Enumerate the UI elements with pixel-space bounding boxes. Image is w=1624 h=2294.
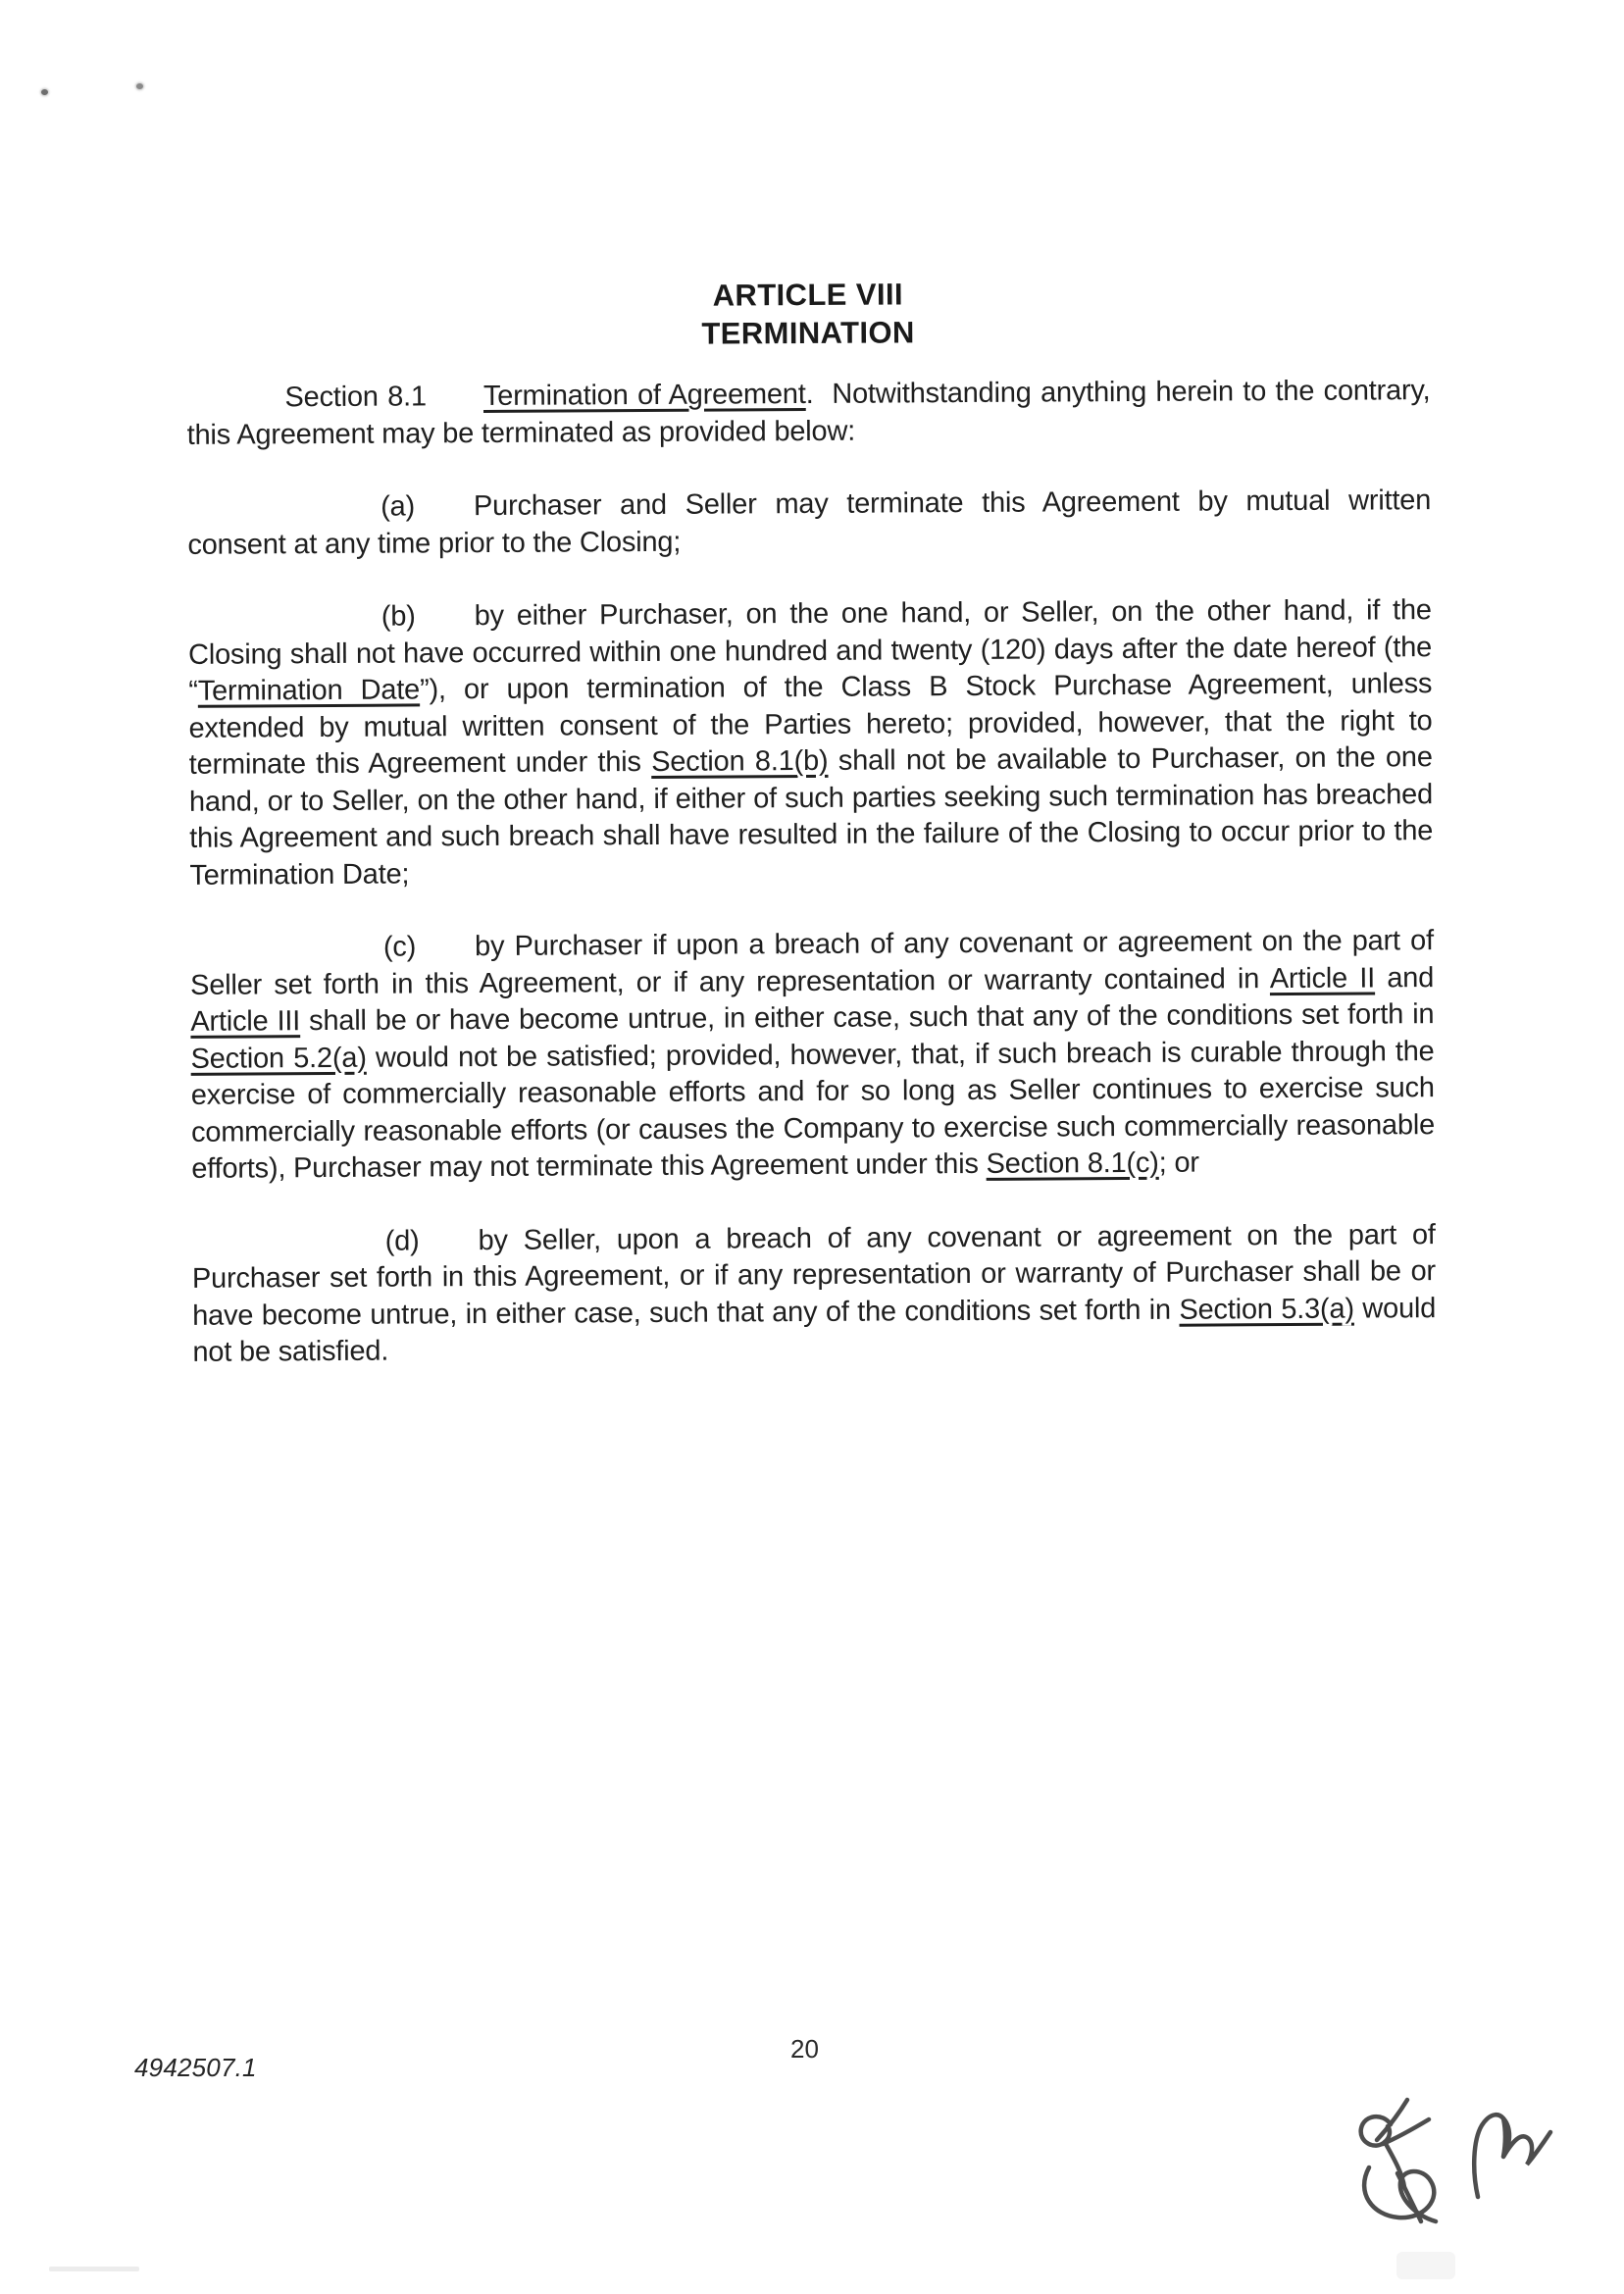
article-number: ARTICLE VIII <box>712 277 904 313</box>
paragraph-d <box>192 1217 1437 1372</box>
paragraph-d-text <box>192 1219 1436 1368</box>
document-number: 4942507.1 <box>134 2053 257 2082</box>
text-segment: shall not be available to Purchaser, on the one hand, or to Seller, on the other hand, if either of such parties seeking such termination has breached this Agreement and such breach shall have resulted in the failure of the Closing to occur prior to the Termination Date; <box>188 741 1434 892</box>
paragraph-a <box>187 483 1431 564</box>
scan-artifact-smudge <box>1396 2252 1455 2279</box>
text-segment: by either Purchaser, on the one hand, or Seller, on the other hand, if the Closing shall not have occurred within one hundred and twenty (120) days after the date hereof (the “ <box>187 594 1433 707</box>
page-number: 20 <box>790 2034 819 2064</box>
underlined-reference: Section 5.3(a) <box>1179 1293 1354 1326</box>
underlined-reference: Article III <box>190 1005 301 1038</box>
scan-artifact-dot <box>41 89 48 95</box>
article-heading <box>186 272 1430 356</box>
text-segment: by Purchaser if upon a breach of any covenant or agreement on the part of Seller set forth in this Agreement, or if any representation or warranty contained in <box>190 925 1434 1001</box>
paragraph-c <box>190 923 1436 1188</box>
text-segment: would not be satisfied; provided, however, that, if such breach is curable through the exercise of commercially reasonable efforts and for so long as Seller continues to exercise such commercially reasonable efforts (or causes the Company to exercise such commercially reasonable efforts), Purchaser may not terminate this Agreement under this <box>190 1035 1436 1185</box>
text-segment: ”), or upon termination of the Class B Stock Purchase Agreement, unless extended by mutual written consent of the Parties hereto; provided, however, that the right to terminate this Agreement under this <box>188 668 1433 781</box>
underlined-reference: Section 8.1(c) <box>986 1147 1159 1180</box>
section-intro-text: . Notwithstanding anything herein to the contrary, this Agreement may be terminated as provided below: <box>186 375 1431 451</box>
underlined-reference: Section 5.2(a) <box>190 1042 367 1075</box>
paragraph-a-label: (a) <box>381 490 416 523</box>
text-segment: and <box>1374 961 1435 994</box>
text-segment: Purchaser and Seller may terminate this Agreement by mutual written consent at any time prior to the Closing; <box>187 484 1432 561</box>
scan-artifact-dot <box>136 83 143 89</box>
paragraph-c-label: (c) <box>382 931 417 963</box>
paragraph-d-label: (d) <box>384 1224 420 1257</box>
underlined-reference: Article II <box>1269 961 1376 994</box>
text-segment: ; or <box>1158 1147 1199 1179</box>
document-content <box>184 0 1437 1407</box>
paragraph-b-label: (b) <box>381 600 416 633</box>
paragraph-a-text <box>187 484 1431 560</box>
underlined-reference: Section 8.1(b) <box>651 744 829 778</box>
section-title-underlined: Termination of Agreement <box>482 379 806 413</box>
scan-artifact-line <box>49 2267 139 2271</box>
paragraph-b <box>188 592 1434 894</box>
text-segment: by Seller, upon a breach of any covenant or agreement on the part of Purchaser set forth in this Agreement, or if any representation or warranty of Purchaser shall be or have become untrue, in either case, such that any of the conditions set forth in <box>191 1218 1437 1332</box>
text-segment: shall be or have become untrue, in either case, such that any of the conditions set forth in <box>300 998 1435 1038</box>
article-title: TERMINATION <box>701 315 915 351</box>
section-8-1-paragraph <box>186 373 1430 454</box>
paragraph-c-text <box>190 925 1435 1185</box>
paragraph-b-text <box>188 594 1433 891</box>
underlined-reference: Termination Date <box>197 674 421 707</box>
section-label: Section 8.1 <box>284 381 428 414</box>
text-segment: would not be satisfied. <box>192 1292 1437 1368</box>
